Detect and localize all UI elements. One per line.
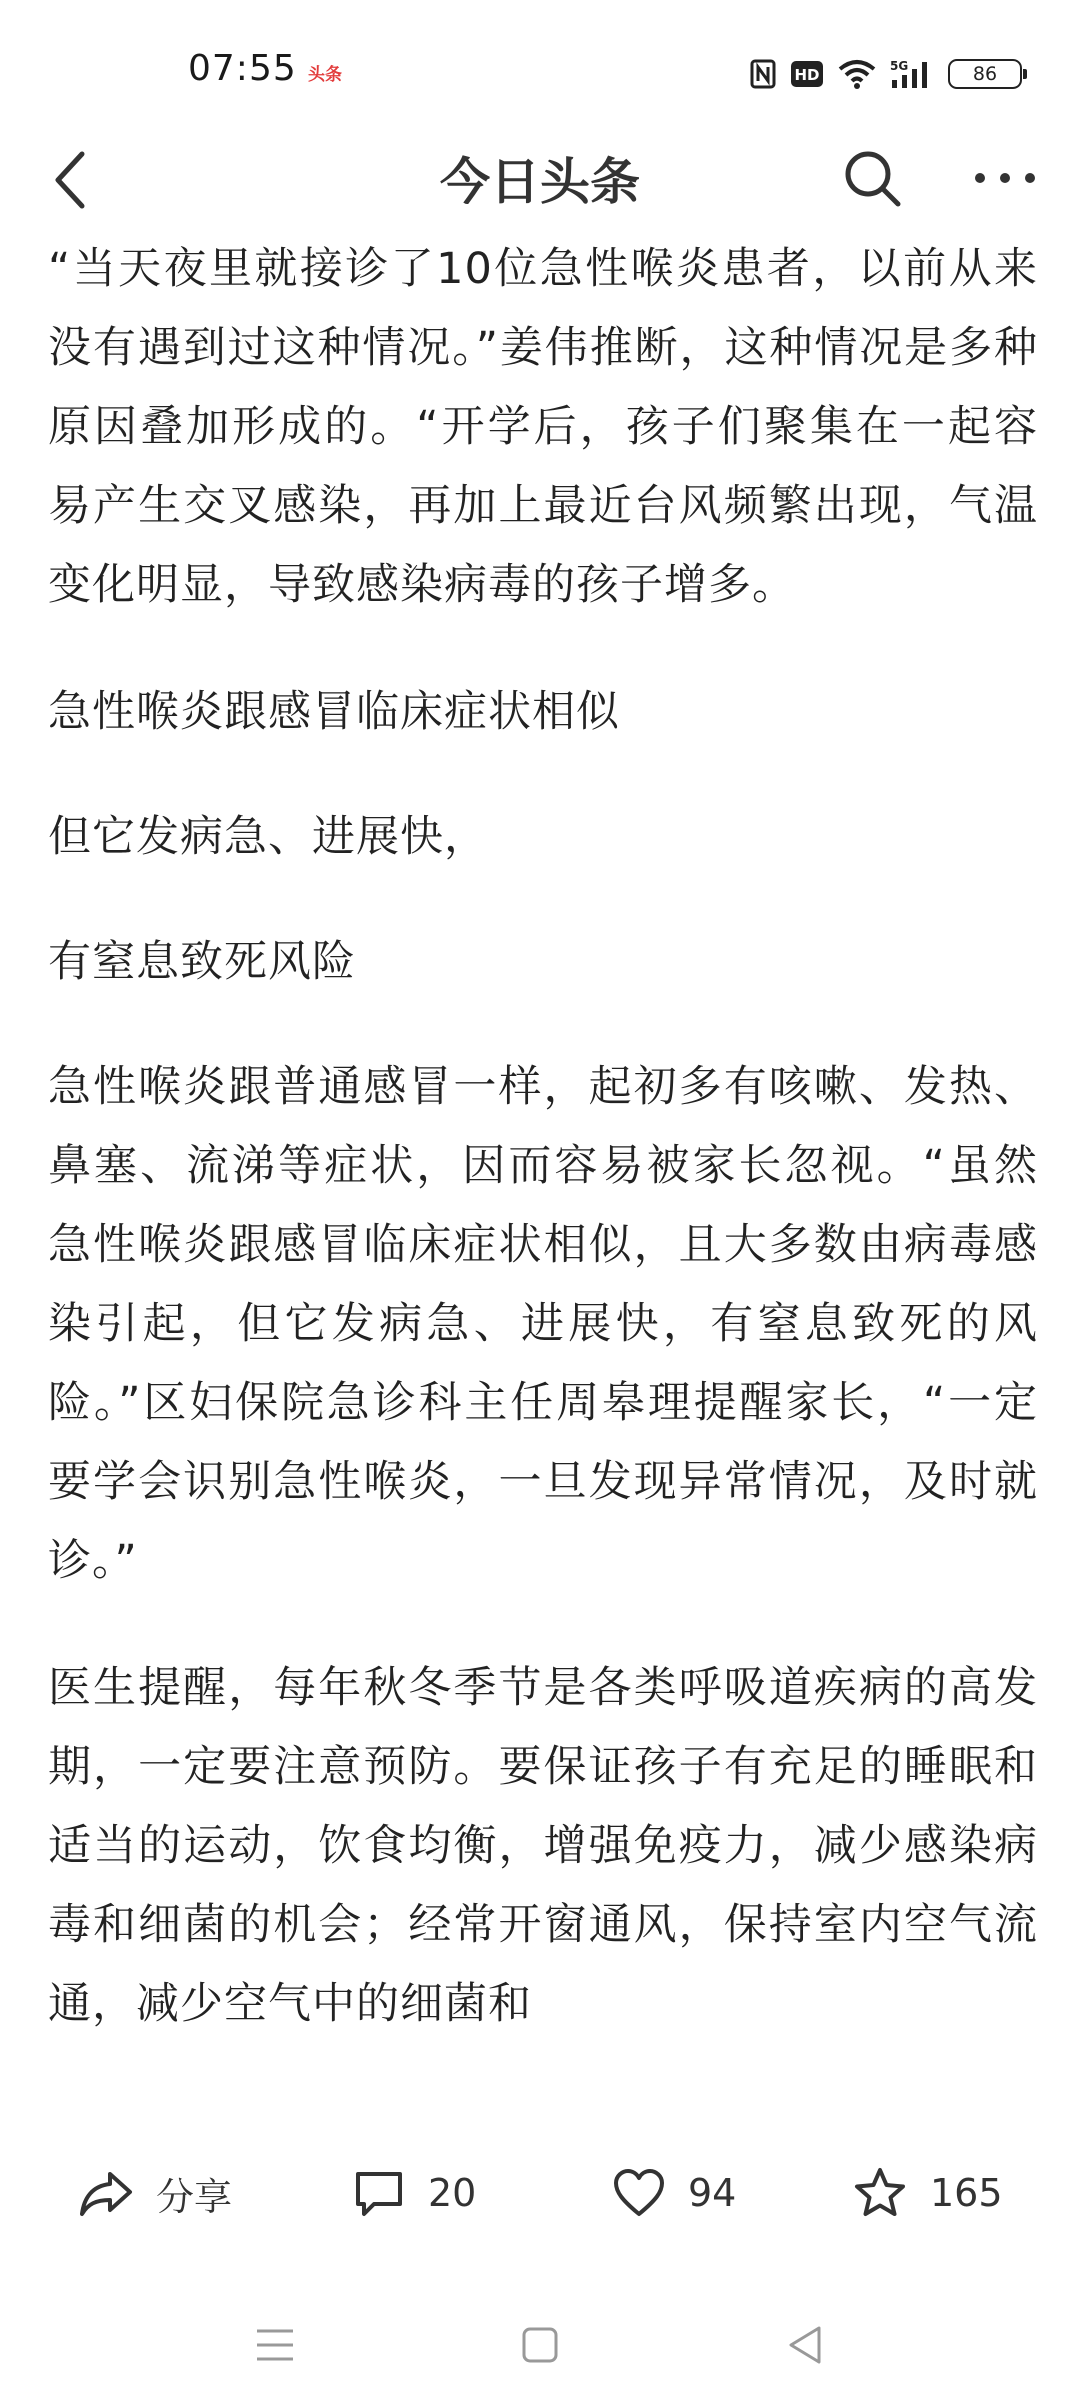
5g-signal-icon bbox=[890, 58, 934, 90]
comment-icon bbox=[352, 2168, 406, 2218]
article-paragraph: 医生提醒，每年秋冬季节是各类呼吸道疾病的高发期，一定要注意预防。要保证孩子有充足的睡眠和适当的运动，饮食均衡，增强免疫力，减少感染病毒和细菌的机会；经常开窗通风，保持室内空气流通，减少空气中的细菌和 bbox=[48, 1663, 1038, 2029]
more-button[interactable] bbox=[960, 138, 1050, 218]
hd-icon bbox=[790, 60, 824, 88]
article-subheading: 急性喉炎跟感冒临床症状相似 bbox=[48, 687, 620, 737]
action-bar bbox=[0, 2140, 1080, 2250]
app-notification-badge: 头条 bbox=[308, 65, 342, 85]
app-header bbox=[0, 130, 1080, 230]
nfc-icon bbox=[750, 59, 776, 89]
battery-icon bbox=[948, 59, 1022, 89]
status-bar bbox=[0, 0, 1080, 130]
search-button[interactable] bbox=[832, 138, 912, 218]
heart-icon bbox=[612, 2168, 666, 2218]
share-icon bbox=[78, 2168, 134, 2218]
like-count: 94 bbox=[688, 2171, 737, 2215]
status-icons bbox=[750, 52, 1022, 96]
svg-text:5G: 5G bbox=[890, 59, 909, 73]
comment-count: 20 bbox=[428, 2171, 477, 2215]
more-icon bbox=[970, 168, 1040, 188]
home-button[interactable] bbox=[505, 2310, 575, 2380]
triangle-back-icon bbox=[785, 2324, 825, 2366]
favorite-count: 165 bbox=[930, 2171, 1003, 2215]
share-button[interactable] bbox=[78, 2158, 232, 2228]
like-button[interactable] bbox=[612, 2158, 736, 2228]
article-subheading: 有窒息致死风险 bbox=[48, 937, 356, 987]
system-back-button[interactable] bbox=[770, 2310, 840, 2380]
article-paragraph: “当天夜里就接诊了10位急性喉炎患者，以前从来没有遇到过这种情况。”姜伟推断，这种情况是多种原因叠加形成的。“开学后，孩子们聚集在一起容易产生交叉感染，再加上最近台风频繁出现，气温变化明显，导致感染病毒的孩子增多。 bbox=[48, 244, 1038, 610]
article-subheading: 但它发病急、进展快， bbox=[48, 812, 488, 862]
article-body bbox=[48, 230, 1038, 2115]
share-label: 分享 bbox=[156, 2174, 233, 2219]
search-icon bbox=[840, 146, 904, 210]
menu-icon bbox=[255, 2327, 295, 2363]
star-icon bbox=[852, 2166, 908, 2220]
system-navigation-bar bbox=[0, 2290, 1080, 2400]
comment-button[interactable] bbox=[352, 2158, 476, 2228]
favorite-button[interactable] bbox=[852, 2158, 1003, 2228]
wifi-icon bbox=[838, 59, 876, 89]
page-title: 今日头条 bbox=[440, 153, 640, 211]
article-paragraph: 急性喉炎跟普通感冒一样，起初多有咳嗽、发热、鼻塞、流涕等症状，因而容易被家长忽视。“虽然急性喉炎跟感冒临床症状相似，且大多数由病毒感染引起，但它发病急、进展快，有窒息致死的风险。”区妇保院急诊科主任周皋理提醒家长，“一定要学会识别急性喉炎，一旦发现异常情况，及时就诊。” bbox=[48, 1062, 1038, 1586]
recent-apps-button[interactable] bbox=[240, 2310, 310, 2380]
home-square-icon bbox=[520, 2325, 560, 2365]
svg-text:HD: HD bbox=[794, 66, 820, 84]
status-time: 07:55 bbox=[188, 48, 297, 89]
battery-level: 86 bbox=[972, 63, 998, 85]
